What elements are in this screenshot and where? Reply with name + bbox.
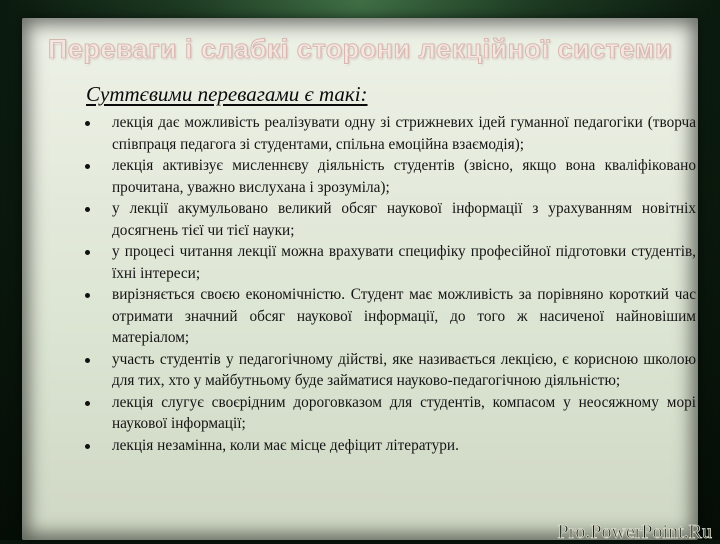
bullet-icon — [85, 121, 90, 126]
list-item — [80, 241, 696, 284]
list-item-text: лекція активізує мисленнєву діяльність студентів (звісно, якщо вона кваліфіковано прочитана, уважно вислухана і зрозуміла); — [112, 157, 696, 196]
list-item-text: вирізняється своєю економічністю. Студент має можливість за порівняно короткий час отримати значний обсяг наукової інформації, до того ж насиченої найновішим матеріалом; — [112, 286, 696, 346]
bullet-icon — [85, 293, 90, 298]
list-item — [80, 198, 696, 241]
bullet-icon — [85, 401, 90, 406]
list-item — [80, 349, 696, 392]
list-item — [80, 112, 696, 155]
list-item-text: лекція слугує своєрідним дороговказом для студентів, компасом у неосяжному морі наукової інформації; — [112, 393, 696, 432]
bullet-icon — [85, 358, 90, 363]
bullet-icon — [85, 164, 90, 169]
slide-subtitle: Суттєвими перевагами є такі: — [86, 82, 368, 106]
list-item-text: лекція незамінна, коли має місце дефіцит літератури. — [112, 436, 459, 454]
list-item — [80, 392, 696, 435]
list-item-text: участь студентів у педагогічному дійстві, яке називається лекцією, є корисною школою для тих, хто у майбутньому буде займатися науково-педагогічною діяльністю; — [112, 350, 696, 389]
list-item — [80, 284, 696, 349]
list-item-text: у процесі читання лекції можна врахувати специфіку професійної підготовки студентів, їхні інтереси; — [112, 243, 696, 282]
watermark-text: Pro.PowerPoint.Ru — [557, 521, 712, 543]
list-item — [80, 435, 696, 457]
bullet-icon — [85, 250, 90, 255]
bullet-icon — [85, 207, 90, 212]
list-item — [80, 155, 696, 198]
slide-title: Переваги і слабкі сторони лекційної системи — [47, 34, 673, 64]
list-item-text: у лекції акумульовано великий обсяг наукової інформації з урахуванням новітніх досягнень тієї чи тієї науки; — [112, 200, 696, 239]
bullet-icon — [85, 444, 90, 449]
list-item-text: лекція дає можливість реалізувати одну зі стрижневих ідей гуманної педагогіки (творча співпраця педагога зі студентами, спільна емоційна взаємодія); — [112, 114, 696, 153]
advantages-list — [80, 112, 696, 456]
